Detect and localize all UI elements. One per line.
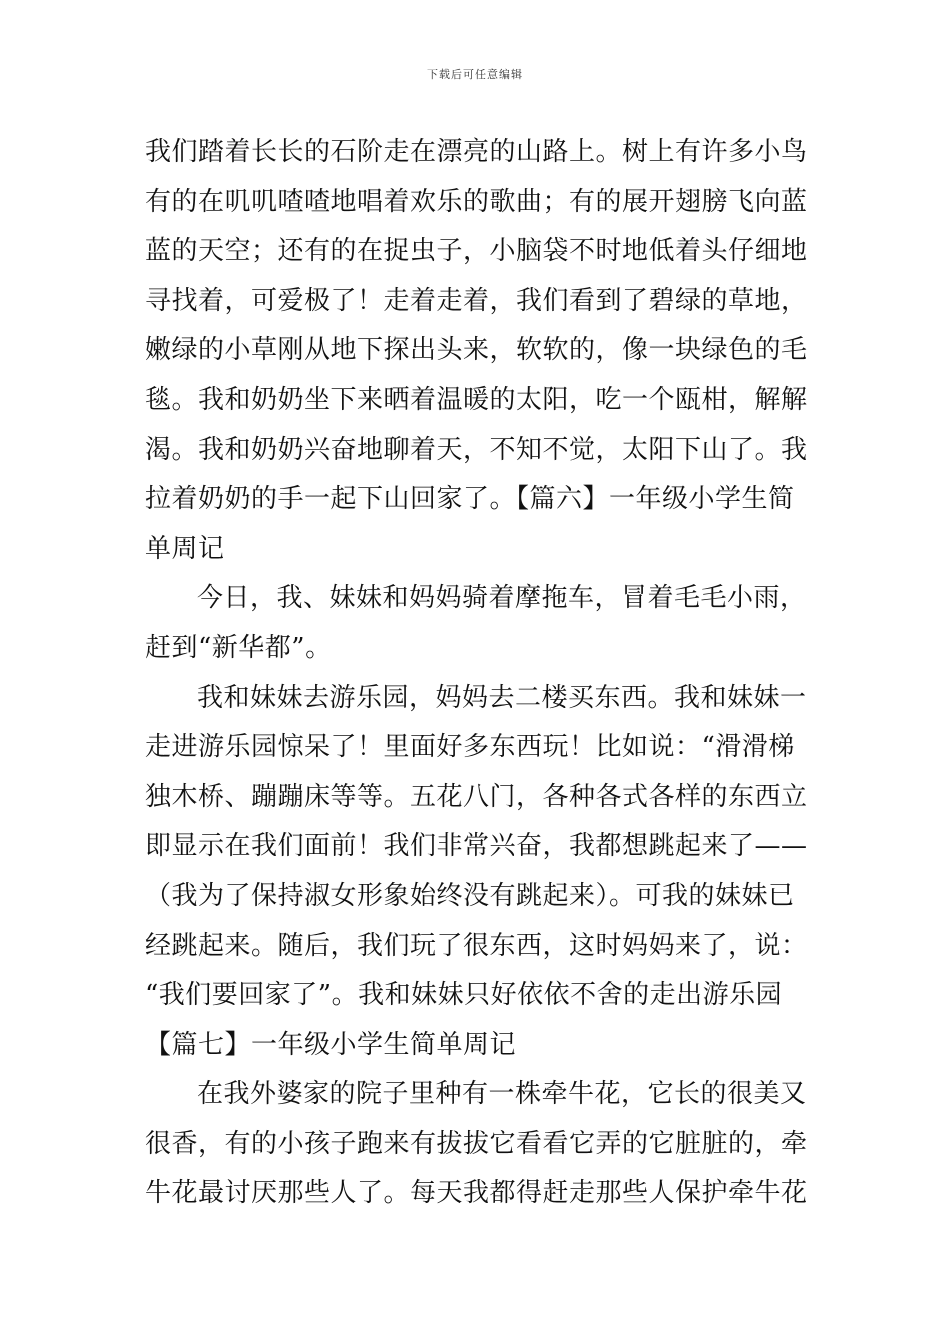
text-line: 走进游乐园惊呆了！里面好多东西玩！比如说：“滑滑梯 (145, 732, 795, 763)
text-line: 有的在叽叽喳喳地唱着欢乐的歌曲；有的展开翅膀飞向蓝 (145, 186, 808, 217)
text-line: 在我外婆家的院子里种有一株牵牛花，它长的很美又 (197, 1079, 807, 1110)
page-header: 下载后可任意编辑 (427, 68, 523, 81)
text-line: 我们踏着长长的石阶走在漂亮的山路上。树上有许多小鸟 (145, 137, 808, 167)
text-line: 即显示在我们面前！我们非常兴奋，我都想跳起来了—— (145, 831, 808, 862)
section-heading: 【篇七】一年级小学生简单周记 (145, 1029, 517, 1060)
text-line: 牛花最讨厌那些人了。每天我都得赶走那些人保护牵牛花 (145, 1178, 808, 1209)
document-body (145, 128, 810, 1219)
text-line: 渴。我和奶奶兴奋地聊着天，不知不觉，太阳下山了。我 (145, 434, 808, 465)
text-line: 嫩绿的小草刚从地下探出头来，软软的，像一块绿色的毛 (145, 335, 808, 366)
text-line: 我和妹妹去游乐园，妈妈去二楼买东西。我和妹妹一 (197, 682, 807, 713)
text-line: 拉着奶奶的手一起下山回家了。【篇六】一年级小学生简 (145, 484, 795, 515)
text-line: 寻找着，可爱极了！走着走着，我们看到了碧绿的草地， (145, 285, 808, 316)
text-line: 今日，我、妹妹和妈妈骑着摩拖车，冒着毛毛小雨， (197, 583, 807, 614)
text-line: “我们要回家了”。我和妹妹只好依依不舍的走出游乐园 (145, 980, 783, 1011)
text-line: 很香，有的小孩子跑来有拔拔它看看它弄的它脏脏的，牵 (145, 1128, 808, 1159)
text-line: 单周记 (145, 533, 225, 564)
text-line: 独木桥、蹦蹦床等等。五花八门，各种各式各样的东西立 (145, 781, 808, 812)
text-line: 赶到“新华都”。 (145, 632, 332, 663)
text-line: （我为了保持淑女形象始终没有跳起来）。可我的妹妹已 (145, 880, 795, 911)
text-line: 经跳起来。随后，我们玩了很东西，这时妈妈来了，说： (145, 930, 808, 961)
text-line: 蓝的天空；还有的在捉虫子，小脑袋不时地低着头仔细地 (145, 236, 808, 267)
text-line: 毯。我和奶奶坐下来晒着温暖的太阳，吃一个瓯柑，解解 (145, 384, 808, 415)
